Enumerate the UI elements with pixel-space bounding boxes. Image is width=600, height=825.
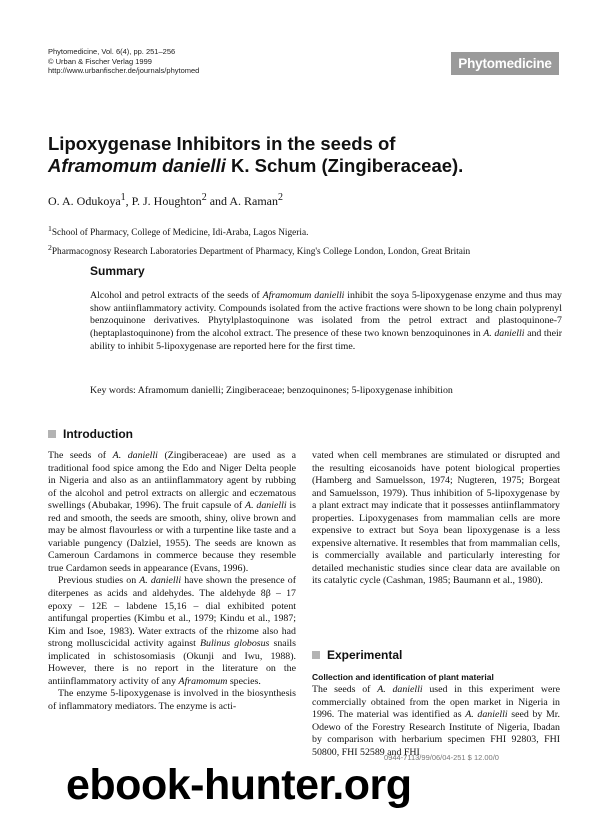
affiliations xyxy=(48,222,470,259)
title-species: Aframomum danielli xyxy=(48,155,226,176)
meta-copyright: © Urban & Fischer Verlag 1999 xyxy=(48,56,152,66)
summary-species-2: A. danielli xyxy=(483,328,525,340)
summary-text xyxy=(90,290,562,354)
author-1-sup: 1 xyxy=(120,192,126,203)
section-marker xyxy=(48,430,56,438)
affiliation-1 xyxy=(48,222,470,241)
journal-badge: Phytomedicine xyxy=(451,52,559,75)
introduction-heading xyxy=(48,427,133,441)
section-marker xyxy=(312,651,320,659)
intro-paragraph-2 xyxy=(48,575,296,688)
intro-p2-c: snails implicated in schistosomiasis (Okunji and Iwu, 1988). However, there is no report in the literature on the antiinflammatory activity of any xyxy=(48,638,297,687)
experimental-heading-text: Experimental xyxy=(327,648,403,662)
summary-part-2: inhibit the soya 5-lipoxygenase enzyme and thus may show antiinflammatory activity. Compounds isolated from the active fractions were shown to be long chain polyprenyl benzoquinone derivatives. Phytylplastoquinone was isolated from the petrol extract and plastoquinone-7 (heptaplastoquinone) from the alcohol extract. The presence of these two known benzoquinones in xyxy=(90,290,562,340)
author-2: , P. J. Houghton xyxy=(125,194,202,208)
experimental-subheading: Collection and identification of plant material xyxy=(312,672,494,682)
introduction-heading-text: Introduction xyxy=(63,427,133,441)
watermark: ebook-hunter.org xyxy=(66,761,412,809)
exp-species-2: A. danielli xyxy=(465,709,508,721)
author-2-sup: 2 xyxy=(201,192,207,203)
author-3: and A. Raman xyxy=(206,194,279,208)
author-3-sup: 2 xyxy=(278,192,284,203)
exp-species-1: A. danielli xyxy=(377,684,423,695)
affiliation-2 xyxy=(48,241,470,260)
experimental-heading xyxy=(312,648,402,662)
intro-p2-d: species. xyxy=(227,675,261,687)
intro-p2-species: A. danielli xyxy=(139,575,182,587)
intro-p1-species-1: A. danielli xyxy=(112,450,158,461)
intro-p2-genus: Aframomum xyxy=(178,675,228,687)
affiliation-2-text: Pharmacognosy Research Laboratories Department of Pharmacy, King's College London, London, Great Britain xyxy=(51,246,471,257)
summary-species: Aframomum danielli xyxy=(262,290,345,301)
journal-meta xyxy=(48,47,199,76)
title-line-2 xyxy=(48,155,568,177)
affiliation-1-text: School of Pharmacy, College of Medicine, Idi-Araba, Lagos Nigeria. xyxy=(51,228,309,239)
title-line-1: Lipoxygenase Inhibitors in the seeds of xyxy=(48,133,396,154)
article-title xyxy=(48,133,568,177)
intro-p1-species-2: A. danielli xyxy=(245,500,287,512)
meta-volume: Phytomedicine, Vol. 6(4), pp. 251–256 xyxy=(48,47,176,56)
affiliation-2-sup: 2 xyxy=(48,242,52,252)
exp-part-1: The seeds of xyxy=(312,684,378,695)
intro-p1-b: (Zingiberaceae) are used as a traditional food spice among the Edo and Niger Delta people in Nigeria and also as an antiinflammatory agent by rubbing of the alcohol and petrol extracts on allergic and eczematous swellings (Abubakar, 1996). The fruit capsule of xyxy=(48,450,297,512)
summary-part-3: and their ability to inhibit 5-lipoxygenase are reported here for the first time. xyxy=(90,328,563,352)
intro-p2-a: Previous studies on xyxy=(58,575,140,587)
exp-part-3: seed by Mr. Odewo of the Forestry Research Institute of Nigeria, Ibadan by comparison with herbarium specimen FHI 92803, FHI 50800, FHI 52589 and FHI xyxy=(312,709,561,758)
footer-issn: 0944-7113/99/06/04-251 $ 12.00/0 xyxy=(384,753,499,762)
title-rest: K. Schum (Zingiberaceae). xyxy=(225,155,464,176)
experimental-paragraph xyxy=(312,684,560,759)
column-left xyxy=(48,450,296,713)
exp-part-2: used in this experiment were commercially obtained from the open market in Nigeria in 1996. The material was identified as xyxy=(312,684,561,721)
intro-paragraph-4: vated when cell membranes are stimulated or disrupted and the resulting eicosanoids have potent biological properties (Hamberg and Samuelsson, 1974; Nugteren, 1975; Borgeat and Samuelsson, 1979). Thus inhibition of 5-lipoxygenase by a plant extract may indicate that it possesses antiinflammatory properties. Lipoxygenases from mammalian cells are more expensive to extract but Soya bean lipoxygenase is a less expensive alternative. It resembles that from mammalian cells, is commercially available and particularly interesting for detailed mechanistic studies since clear data are available on its catalytic cycle (Cashman, 1985; Baumann et al., 1980). xyxy=(312,450,560,587)
column-right xyxy=(312,450,560,588)
intro-p2-b: have shown the presence of diterpenes as acids and aldehydes. The aldehyde 8β – 17 epoxy – 12E – labdene 15,16 – dial exhibited potent antifungal properties (Kimbu et al., 1979; Kindu et al., 1987; Kim and Isoe, 1983). Water extracts of the rhizome also had strong molluscicidal activity against xyxy=(48,575,296,650)
intro-p1-c: is red and smooth, the seeds are smooth, shiny, olive brown and may be almost flavourless or with a turpentine like taste and a variable pungency (Dalziel, 1955). The seeds are known as Cameroun Cardamons in commerce because they resemble true Cardamon seeds in appearance (Evans, 1996). xyxy=(48,500,297,574)
intro-paragraph-1 xyxy=(48,450,296,575)
summary-part-1: Alcohol and petrol extracts of the seeds of xyxy=(90,290,263,301)
affiliation-1-sup: 1 xyxy=(48,224,52,233)
intro-p1-a: The seeds of xyxy=(48,450,113,461)
intro-p2-snail: Bulinus globosus xyxy=(199,638,270,650)
intro-paragraph-3: The enzyme 5-lipoxygenase is involved in the biosynthesis of inflammatory mediators. The enzyme is acti- xyxy=(48,688,296,712)
meta-url: http://www.urbanfischer.de/journals/phytomed xyxy=(48,66,200,75)
experimental-text xyxy=(312,684,560,759)
authors xyxy=(48,192,283,209)
keywords: Key words: Aframomum danielli; Zingiberaceae; benzoquinones; 5-lipoxygenase inhibition xyxy=(90,385,453,396)
author-1: O. A. Odukoya xyxy=(48,194,121,208)
summary-heading: Summary xyxy=(90,264,145,278)
